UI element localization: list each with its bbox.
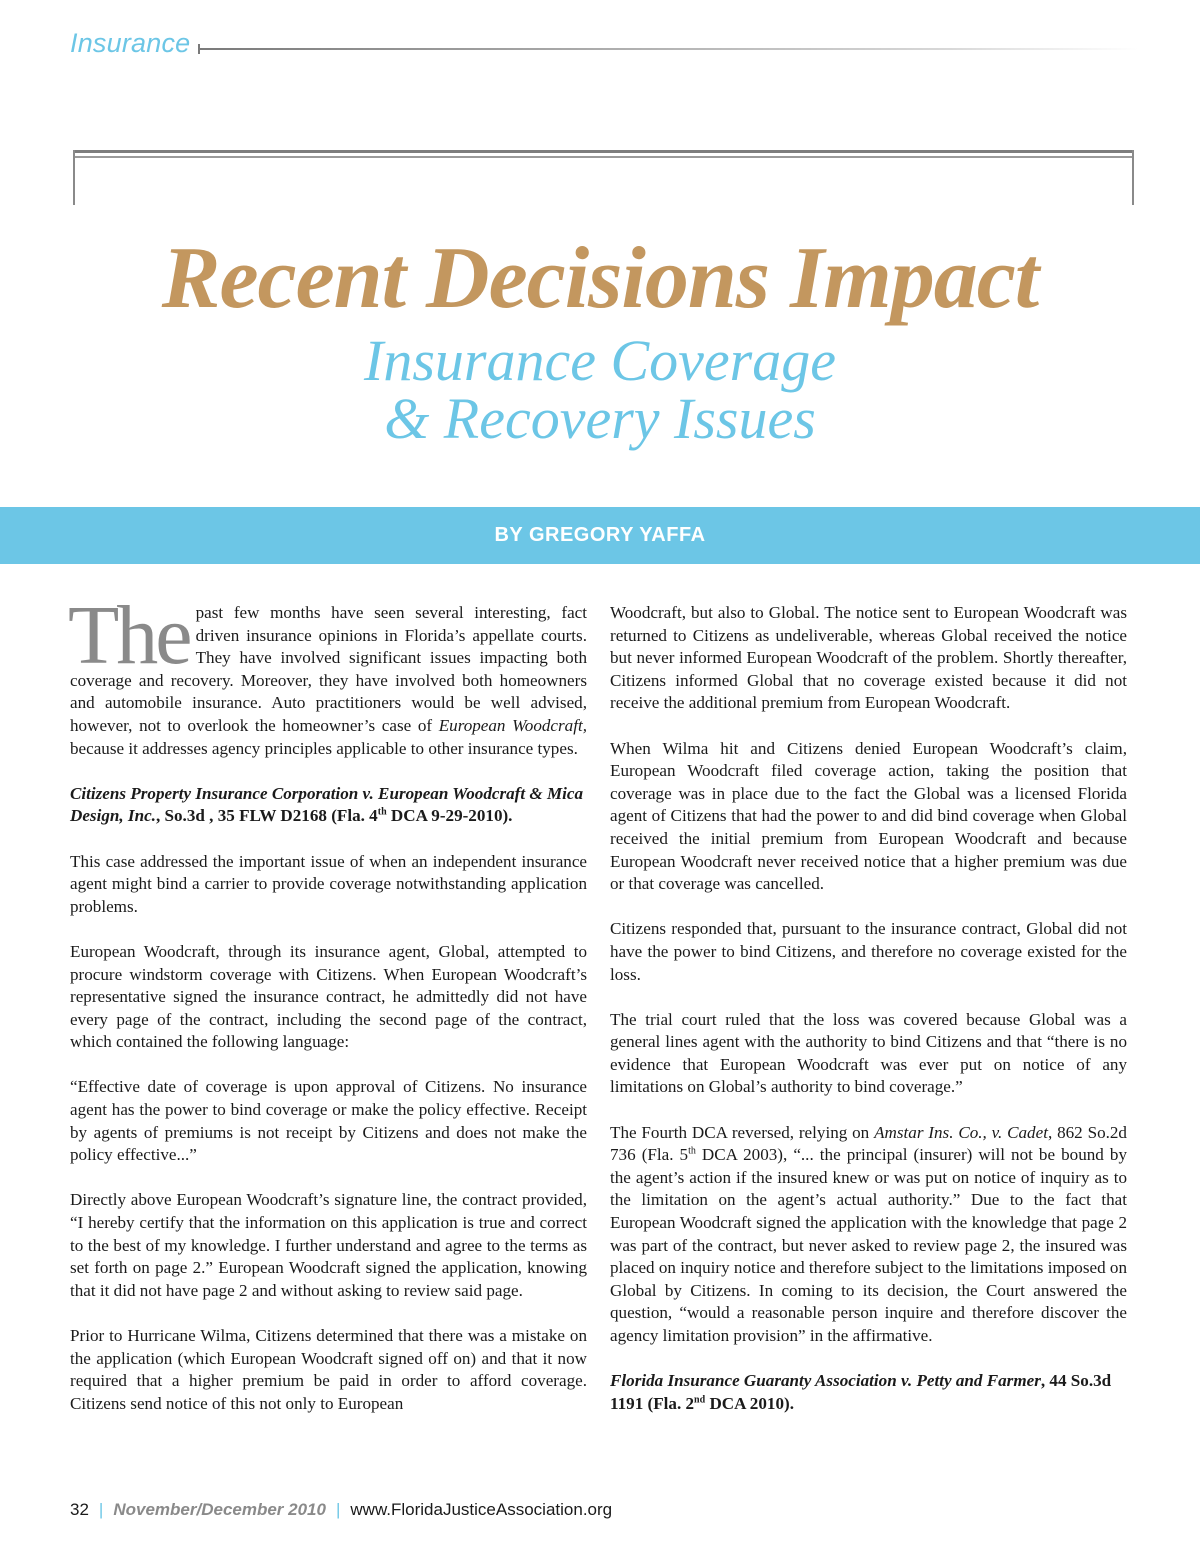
footer-separator: |: [335, 1500, 341, 1519]
drop-cap: The: [68, 589, 190, 682]
case-citation-italic: Amstar Ins. Co., v. Cadet: [874, 1122, 1048, 1142]
title-frame-rule: [73, 150, 1134, 158]
byline-bar: [0, 507, 1200, 564]
quote-paragraph: “Effective date of coverage is upon approval of Citizens. No insurance agent has the power to bind coverage or make the policy effective. Receipt by agents of premiums is not receipt by Citizens and does not make the policy effective...”: [70, 1077, 587, 1165]
paragraph-text: DCA 2003), “... the principal (insurer) will not be bound by the agent’s action if the insured knew or was put on notice of inquiry as to the limitation on the agent’s actual authority.” Due to the fact that European Woodcraft signed the application with the knowledge that page 2 was part of the contract, but never asked to review page 2, the insured was placed on inquiry notice and therefore subject to the limitations imposed on Global by Citizens. In coming to its decision, the Court answered the question, “would a reasonable person inquire and therefore discover the agency limitation provision” in the affirmative.: [610, 1145, 1127, 1345]
intro-text: past few months have seen several interesting, fact driven insurance opinions in Florida’s appellate courts. They have involved significant issues impacting both coverage and recovery. Moreover, they have involved both homeowners and automobile insurance. Auto practitioners would be well advised, however, not to overlook the homeowner’s case of: [70, 603, 587, 735]
paragraph: Citizens responded that, pursuant to the insurance contract, Global did not have the power to bind Citizens, and therefore no coverage existed for the loss.: [610, 919, 1127, 984]
paragraph: Directly above European Woodcraft’s signature line, the contract provided, “I hereby certify that the information on this application is true and correct to the best of my knowledge. I further understand and agree to the terms as set forth on page 2.” European Woodcraft signed the application, knowing that it did not have page 2 and without asking to review said page.: [70, 1190, 587, 1300]
paragraph: This case addressed the important issue of when an independent insurance agent might bind a carrier to provide coverage notwithstanding application problems.: [70, 851, 587, 916]
intro-text-end: because it addresses agency principles applicable to other insurance types.: [70, 738, 578, 758]
article-title: Recent Decisions Impact: [161, 230, 1039, 327]
paragraph: The trial court ruled that the loss was covered because Global was a general lines agent with the authority to bind Citizens and that “there is no evidence that European Woodcraft was ever put on notice of any limitations on Global’s authority to bind coverage.”: [610, 1009, 1127, 1097]
paragraph: Prior to Hurricane Wilma, Citizens determined that there was a mistake on the application (which European Woodcraft signed off on) and that it now required that a higher premium be paid in order to afford coverage. Citizens send notice of this not only to European: [70, 1326, 587, 1413]
page-number: 32: [70, 1500, 89, 1519]
paragraph: When Wilma hit and Citizens denied European Woodcraft’s claim, European Woodcraft filed coverage action, taking the position that coverage was in place due to the fact the Global was a licensed Florida agent of Citizens that had the power to and did bind coverage when Global received the initial premium from European Woodcraft and because European Woodcraft never received notice that a higher premium was due or that coverage was cancelled.: [610, 738, 1127, 894]
section-rule: [198, 48, 1138, 50]
intro-paragraph: [68, 589, 587, 760]
footer-separator: |: [98, 1500, 104, 1519]
paragraph: European Woodcraft, through its insurance agent, Global, attempted to procure windstorm coverage with Citizens. When European Woodcraft’s representative signed the insurance contract, he admittedly did not have every page of the contract, including the second page of the contract, which contained the following language:: [70, 941, 587, 1052]
right-column: [610, 602, 1127, 1415]
title-frame-left: [73, 150, 75, 205]
article-subtitle: [0, 328, 1200, 451]
paragraph-text: , 862 So.2d 736 (Fla. 5: [610, 1122, 1127, 1165]
issue-date: November/December 2010: [113, 1500, 326, 1519]
case-heading-2-name: Florida Insurance Guaranty Association v. Petty and Farmer: [610, 1371, 1041, 1391]
page-footer: [70, 1500, 612, 1520]
paragraph-text: The Fourth DCA reversed, relying on: [610, 1122, 875, 1142]
byline: BY GREGORY YAFFA: [494, 524, 706, 546]
website-link[interactable]: www.FloridaJusticeAssociation.org: [350, 1500, 613, 1519]
case-heading-2: [610, 1370, 1127, 1415]
case-heading-1-name: Citizens Property Insurance Corporation v. European Woodcraft & Mica Design, Inc.: [70, 783, 584, 826]
case-heading-1-cite-end: DCA 9-29-2010).: [386, 806, 513, 826]
section-label: Insurance: [70, 28, 191, 58]
paragraph: [610, 1122, 1127, 1348]
case-heading-1-sup: th: [377, 806, 387, 818]
subtitle-line-1: Insurance Coverage: [364, 328, 836, 393]
paragraph: Woodcraft, but also to Global. The notice sent to European Woodcraft was returned to Citizens as undeliverable, whereas Global received the notice but never informed European Woodcraft of the problem. Shortly thereafter, Citizens informed Global that no coverage existed because it did not receive the additional premium from European Woodcraft.: [610, 603, 1127, 713]
case-heading-1: [70, 783, 587, 828]
title-frame-right: [1132, 150, 1134, 205]
intro-italic: European Woodcraft,: [438, 715, 587, 735]
case-heading-2-sup: nd: [694, 1394, 706, 1406]
case-heading-2-cite-end: DCA 2010).: [705, 1393, 794, 1413]
left-column: [68, 589, 587, 1415]
case-heading-1-cite: , So.3d , 35 FLW D2168 (Fla. 4: [155, 806, 378, 826]
subtitle-line-2: & Recovery Issues: [384, 386, 816, 451]
case-heading-2-cite: , 44 So.3d 1191 (Fla. 2: [610, 1371, 1112, 1413]
superscript: th: [688, 1145, 696, 1157]
